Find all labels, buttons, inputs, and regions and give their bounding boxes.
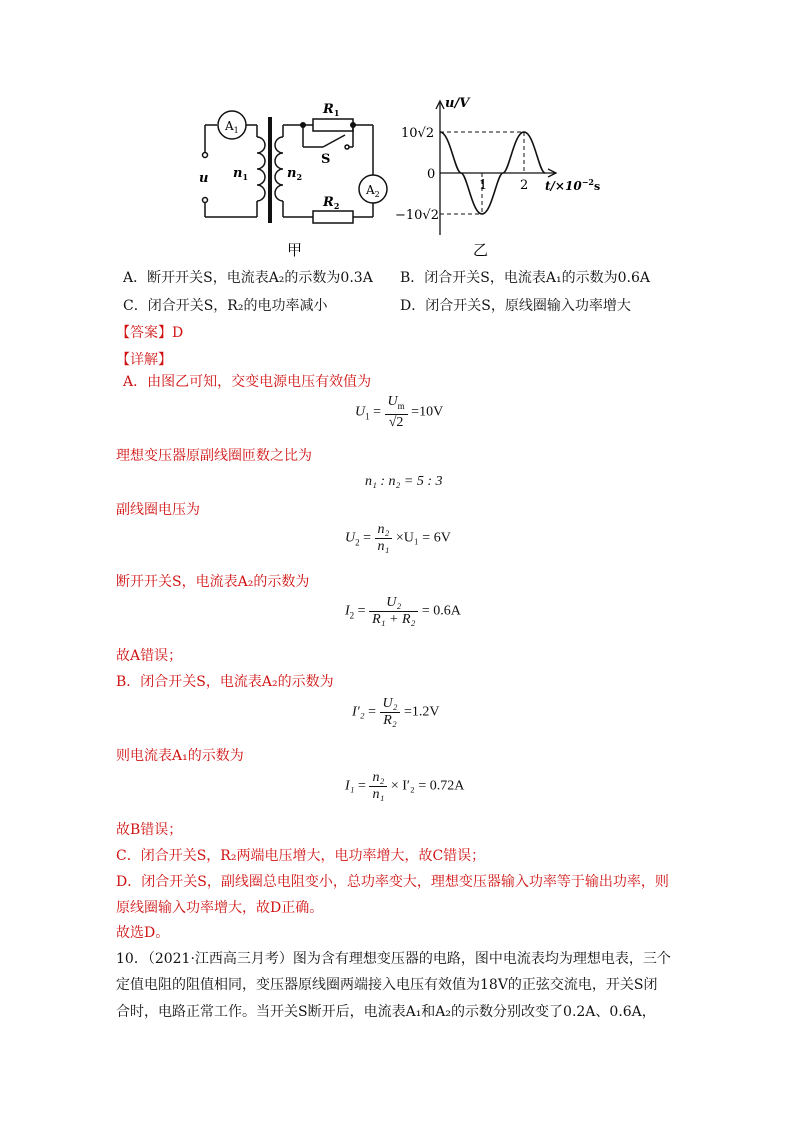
- tick-2-label: 2: [520, 178, 529, 193]
- circuit-and-graph-figure: [195, 95, 625, 265]
- detail-line-9: C．闭合开关S，R₂两端电压增大，电功率增大，故C错误；: [116, 848, 486, 864]
- option-c: C．闭合开关S，R₂的电功率减小: [123, 298, 328, 314]
- equation-2: n₁ : n₂ = 5 : 3: [365, 474, 443, 489]
- detail-line-10: D．闭合开关S，副线圈总电阻变小，总功率变大，理想变压器输入功率等于输出功率，则: [116, 874, 669, 890]
- detail-line-7: 则电流表A₁的示数为: [116, 748, 244, 764]
- option-b: B．闭合开关S，电流表A₁的示数为0.6A: [400, 270, 650, 286]
- question-line-2: 定值电阻的阻值相同，变压器原线圈两端接入电压有效值为18V的正弦交流电，开关S闭: [116, 977, 658, 993]
- equation-3: $U_2$ = $\frac{\text{n₂}}{\text{n₁}}$ ×U₁ = 6V: [345, 522, 451, 554]
- y-pos-label: 10√2: [401, 126, 435, 141]
- y-neg-label: −10√2: [395, 208, 439, 223]
- detail-line-1: A．由图乙可知，交变电源电压有效值为: [123, 374, 372, 390]
- n2-label: $n_2$: [287, 166, 303, 182]
- tick-1-label: 1: [479, 178, 488, 193]
- question-line-1: 10．（2021·江西高三月考）图为含有理想变压器的电路，图中电流表均为理想电表，三个: [116, 951, 671, 967]
- u-label: u: [199, 171, 209, 186]
- detail-line-5: 故A错误；: [116, 648, 183, 664]
- y-axis-label: u/V: [445, 96, 470, 111]
- detail-title: 【详解】: [116, 352, 172, 368]
- a1-label: $A_1$: [225, 119, 239, 135]
- n1-label: $n_1$: [233, 166, 249, 182]
- detail-line-11: 原线圈输入功率增大，故D正确。: [116, 900, 324, 916]
- left-caption: 甲: [287, 241, 303, 259]
- equation-4: $I_2$ = $\frac{\text{U₂}}{\text{R₁ + R₂}}$ = 0.6A: [345, 595, 461, 627]
- r2-label: $R_2$: [323, 195, 340, 211]
- r1-label: $R_1$: [323, 102, 340, 118]
- option-a: A．断开开关S，电流表A₂的示数为0.3A: [123, 270, 373, 286]
- equation-6: I₁ = $\frac{\text{n₂}}{\text{n₁}}$ × I′₂ = 0.72A: [345, 770, 465, 802]
- x-axis-label: $t/\times 10^{-2}s$: [545, 177, 601, 193]
- switch-label: S: [321, 152, 331, 167]
- detail-line-8: 故B错误；: [116, 822, 183, 838]
- a2-label: $A_2$: [366, 183, 380, 199]
- answer-line: 【答案】D: [116, 325, 184, 341]
- question-line-3: 合时，电路正常工作。当开关S断开后，电流表A₁和A₂的示数分别改变了0.2A、0.6A，: [116, 1004, 656, 1020]
- option-d: D．闭合开关S，原线圈输入功率增大: [400, 298, 631, 314]
- detail-line-2: 理想变压器原副线圈匝数之比为: [116, 448, 312, 464]
- detail-line-4: 断开开关S，电流表A₂的示数为: [116, 574, 310, 590]
- figure-svg: [195, 95, 625, 265]
- origin-label: 0: [427, 167, 436, 182]
- detail-line-6: B．闭合开关S，电流表A₂的示数为: [116, 674, 334, 690]
- equation-1: $U_1$ = $\frac{U_m}{√2}$ =10V: [355, 394, 444, 430]
- equation-5: I′₂ = $\frac{\text{U₂}}{\text{R₂}}$ =1.2V: [352, 696, 440, 728]
- right-caption: 乙: [473, 241, 489, 259]
- detail-line-12: 故选D。: [116, 925, 170, 941]
- detail-line-3: 副线圈电压为: [116, 502, 200, 518]
